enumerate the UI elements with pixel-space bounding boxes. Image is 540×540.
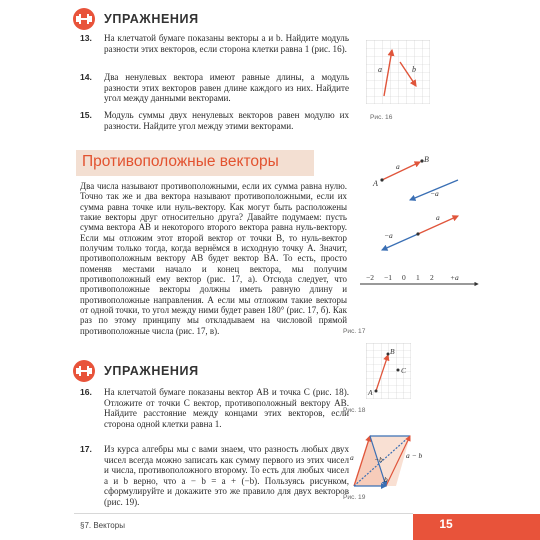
figure-17-caption: Рис. 17 xyxy=(343,328,366,335)
fig16-label-a: a xyxy=(378,65,382,74)
footer-divider xyxy=(74,513,413,514)
figure-17 xyxy=(360,152,480,307)
exercise-text: На клетчатой бумаге показаны вектор AB и точка C (рис. 18). Отложите от точки C вектор, противоположный вектору AB. Найдите расстояние между концами этих векторов, если сторона одной клетки равна 1. xyxy=(104,387,349,429)
exercise-text: Два ненулевых вектора имеют равные длины, а модуль разности этих векторов равен длине каждого из них. Найдите угол между данными векторами. xyxy=(104,72,349,104)
page-number: 15 xyxy=(439,517,453,531)
fig17-label-vec-a: a xyxy=(396,162,400,171)
fig17-nl-0: 0 xyxy=(402,273,406,282)
fig18-label-A: A xyxy=(368,388,373,397)
fig17-nl-minus-2: −2 xyxy=(366,273,374,282)
topic-title: Противоположные векторы xyxy=(82,153,279,170)
fig16-label-b: b xyxy=(412,65,416,74)
section-title-exercises: УПРАЖНЕНИЯ xyxy=(104,12,199,26)
exercise-number: 16. xyxy=(80,387,92,397)
fig17-label-A: A xyxy=(373,179,378,188)
fig17-label-vec-minus-a2: −a xyxy=(384,231,393,240)
exercise-text: Модуль суммы двух ненулевых векторов равен модулю их разности. Найдите угол между этими векторами. xyxy=(104,110,349,131)
fig17-label-vec-minus-a: −a xyxy=(430,189,439,198)
figure-19-caption: Рис. 19 xyxy=(343,494,366,501)
fig19-label-b: b xyxy=(384,475,388,484)
footer-chapter: §7. Векторы xyxy=(80,521,125,530)
exercise-number: 17. xyxy=(80,444,92,454)
fig19-label-minus-b: −b xyxy=(374,455,383,464)
fig17-nl-2: 2 xyxy=(430,273,434,282)
fig18-label-B: B xyxy=(390,347,395,356)
exercise-number: 15. xyxy=(80,110,92,120)
figure-19 xyxy=(344,430,439,490)
fig17-label-vec-a2: a xyxy=(436,213,440,222)
exercise-number: 14. xyxy=(80,72,92,82)
fig18-label-C: C xyxy=(401,366,407,375)
figure-16 xyxy=(366,40,430,104)
exercise-text: Из курса алгебры мы с вами знаем, что разность любых двух чисел всегда можно записать как сумму первого из этих чисел и числа, противоположного второму. То есть для любых чисел a и b верно, что a − b = a + (−b). Пользуясь рисунком, сформулируйте и докажите это же правило для двух векторов (рис. 19). xyxy=(104,444,349,507)
exercise-section-icon-2 xyxy=(73,360,95,382)
figure-16-caption: Рис. 16 xyxy=(370,114,393,121)
fig17-label-B: B xyxy=(424,155,429,164)
fig17-nl-plus-a: +a xyxy=(450,273,459,282)
topic-body-text: Два числа называют противоположными, если их сумма равна нулю. Точно так же и два вектора называют противоположными, если их сумма равна точке или нуль-вектору. Как могут быть расположены такие векторы друг относительно друга? Давайте подумаем: пусть сумма вектора AB и некоторого второго вектора равна нуль-вектору. Если мы отложим этот второй вектор от точки B, то нуль-вектор получим только тогда, когда вернёмся в исходную точку A. Значит, противоположным вектору AB будет вектор BA. То есть, просто поменяв местами начало и конец вектора, мы получим противоположный ему вектор (рис. 17, а). Отсюда следует, что противоположные векторы должны иметь равную длину и противоположные направления. А если мы отложим такие векторы от одной точки, то угол между ними будет равен 180° (рис. 17, б). Как раз по этому принципу мы откладываем на числовой прямой противоположные числа (рис. 17, в). xyxy=(80,181,347,336)
section-title-exercises-2: УПРАЖНЕНИЯ xyxy=(104,364,199,378)
fig17-nl-1: 1 xyxy=(416,273,420,282)
exercise-text: На клетчатой бумаге показаны векторы a и b. Найдите модуль разности этих векторов, если сторона клетки равна 1 (рис. 16). xyxy=(104,33,349,54)
exercise-number: 13. xyxy=(80,33,92,43)
fig19-label-a-minus-b: a − b xyxy=(406,451,423,460)
figure-18-caption: Рис. 18 xyxy=(343,407,366,414)
exercise-section-icon xyxy=(73,8,95,30)
fig17-nl-minus-1: −1 xyxy=(384,273,392,282)
fig19-label-a: a xyxy=(350,453,354,462)
figure-18 xyxy=(366,343,411,399)
